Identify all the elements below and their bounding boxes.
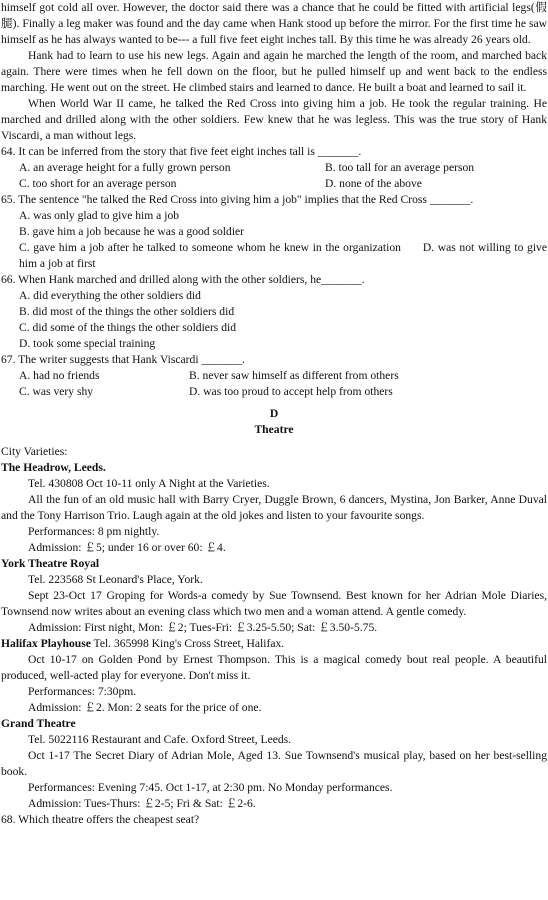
theatre-grand-desc: Oct 1-17 The Secret Diary of Adrian Mole, Aged 13. Sue Townsend's musical play, based on her best-selling book. bbox=[1, 749, 547, 778]
question-65-option-b: B. gave him a job because he was a good soldier bbox=[19, 225, 245, 238]
theatre-york-admission: Admission: First night, Mon: ￡2; Tues-Fri: ￡3.25-5.50; Sat: ￡3.50-5.75. bbox=[28, 621, 378, 634]
theatre-halifax-performances: Performances: 7:30pm. bbox=[28, 685, 137, 698]
theatre-grand-tel: Tel. 5022116 Restaurant and Cafe. Oxford Street, Leeds. bbox=[28, 733, 292, 746]
question-68-stem: 68. Which theatre offers the cheapest seat? bbox=[1, 813, 200, 826]
question-65-option-a: A. was only glad to give him a job bbox=[19, 209, 180, 222]
theatre-york-name: York Theatre Royal bbox=[1, 557, 100, 570]
question-64-options-row-2 bbox=[1, 176, 547, 192]
question-65-stem: 65. The sentence "he talked the Red Cross into giving him a job" implies that the Red Cross _______. bbox=[1, 193, 474, 206]
question-64-option-a: A. an average height for a fully grown person bbox=[19, 161, 231, 174]
theatre-grand-name: Grand Theatre bbox=[1, 717, 76, 730]
question-66-stem: 66. When Hank marched and drilled along with the other soldiers, he_______. bbox=[1, 273, 365, 286]
question-67-option-a: A. had no friends bbox=[19, 369, 100, 382]
theatre-headrow-desc: All the fun of an old music hall with Barry Cryer, Duggle Brown, 6 dancers, Mystina, Jon Barker, Anne Duval and the Tony Harrison Trio. Laugh again at the old jokes and listen to your favourite songs. bbox=[1, 493, 547, 522]
theatre-headrow-admission: Admission: ￡5; under 16 or over 60: ￡4. bbox=[28, 541, 226, 554]
question-64-stem: 64. It can be inferred from the story that five feet eight inches tall is _______. bbox=[1, 145, 362, 158]
question-67-options-row-1 bbox=[1, 368, 547, 384]
theatre-headrow-name: The Headrow, Leeds. bbox=[1, 461, 106, 474]
theatre-grand-admission: Admission: Tues-Thurs: ￡2-5; Fri & Sat: ￡2-6. bbox=[28, 797, 256, 810]
question-64-options-row-1 bbox=[1, 160, 547, 176]
question-67-options-row-2 bbox=[1, 384, 547, 400]
question-67-option-b: B. never saw himself as different from others bbox=[189, 369, 399, 382]
question-66-option-b: B. did most of the things the other soldiers did bbox=[19, 305, 235, 318]
question-66-option-d: D. took some special training bbox=[19, 337, 156, 350]
theatre-halifax-tel: Tel. 365998 King's Cross Street, Halifax. bbox=[90, 637, 285, 650]
question-65-option-d: D. was not willing to give him a job at first bbox=[19, 241, 547, 270]
question-67-stem: 67. The writer suggests that Hank Viscardi _______. bbox=[1, 353, 245, 366]
section-title: Theatre bbox=[254, 423, 294, 436]
story-paragraph-3: When World War II came, he talked the Red Cross into giving him a job. He took the regular training. He marched and drilled along with the other soldiers. Few knew that he was legless. This was the true story of Hank Viscardi, a man without legs. bbox=[1, 97, 547, 142]
theatre-halifax-admission: Admission: ￡2. Mon: 2 seats for the price of one. bbox=[28, 701, 262, 714]
ads-intro: City Varieties: bbox=[1, 445, 68, 458]
question-67-option-d: D. was too proud to accept help from others bbox=[189, 385, 393, 398]
story-paragraph-2: Hank had to learn to use his new legs. Again and again he marched the length of the room, and marched back again. There were times when he fell down on the floor, but he pulled himself up and went back to the endless marching. He went out on the street. He climbed stairs and learned to dance. He built a boat and learned to sail it. bbox=[1, 49, 547, 94]
story-paragraph-1: himself got cold all over. However, the doctor said there was a chance that he could be fitted with artificial legs(假腿). Finally a leg maker was found and the day came when Hank stood up before the mirror. For the first time he saw himself as he has always wanted to be--- a full five feet eight inches tall. By this time he was already 26 years old. bbox=[1, 1, 547, 46]
section-letter: D bbox=[269, 407, 279, 420]
theatre-headrow-performances: Performances: 8 pm nightly. bbox=[28, 525, 160, 538]
question-66-option-c: C. did some of the things the other soldiers did bbox=[19, 321, 237, 334]
question-64-option-c: C. too short for an average person bbox=[19, 177, 177, 190]
theatre-headrow-tel: Tel. 430808 Oct 10-11 only A Night at the Varieties. bbox=[28, 477, 270, 490]
question-64-option-d: D. none of the above bbox=[325, 177, 422, 190]
theatre-halifax-name: Halifax Playhouse bbox=[1, 637, 91, 650]
theatre-grand-performances: Performances: Evening 7:45. Oct 1-17, at 2:30 pm. No Monday performances. bbox=[28, 781, 393, 794]
question-65-option-c: C. gave him a job after he talked to someone whom he knew in the organization bbox=[19, 241, 401, 254]
theatre-halifax-header bbox=[1, 636, 547, 652]
theatre-york-tel: Tel. 223568 St Leonard's Place, York. bbox=[28, 573, 203, 586]
question-67-option-c: C. was very shy bbox=[19, 385, 94, 398]
question-64-option-b: B. too tall for an average person bbox=[325, 161, 475, 174]
question-65-options-c-d bbox=[1, 240, 547, 272]
theatre-halifax-desc: Oct 10-17 on Golden Pond by Ernest Thompson. This is a magical comedy bout real people. A beautiful produced, well-acted play for everyone. Don't miss it. bbox=[1, 653, 547, 682]
question-66-option-a: A. did everything the other soldiers did bbox=[19, 289, 201, 302]
theatre-york-desc: Sept 23-Oct 17 Groping for Words-a comedy by Sue Townsend. Best known for her Adrian Mole Diaries, Townsend now writes about an evening class which two men and a woman attend. A gentle comedy. bbox=[1, 589, 547, 618]
